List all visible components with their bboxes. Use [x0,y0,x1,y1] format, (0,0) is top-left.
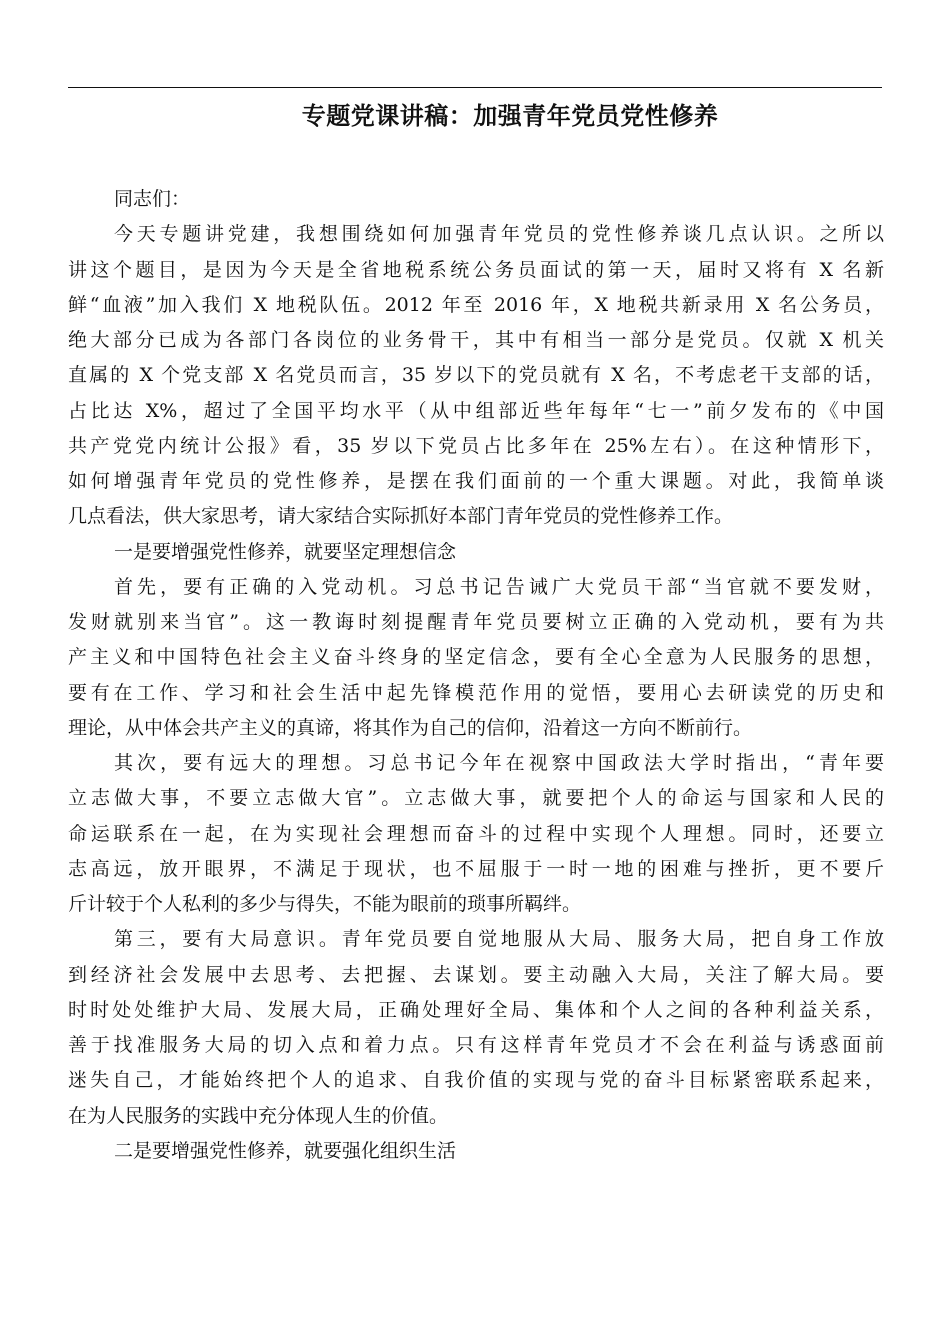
text-line: 绝大部分已成为各部门各岗位的业务骨干，其中有相当一部分是党员。仅就 X 机关 [68,329,884,351]
text-line: 如何增强青年党员的党性修养，是摆在我们面前的一个重大课题。对此，我简单谈 [68,470,884,492]
text-line: 几点看法，供大家思考，请大家结合实际抓好本部门青年党员的党性修养工作。 [68,505,734,528]
text-line: 到经济社会发展中去思考、去把握、去谋划。要主动融入大局，关注了解大局。要 [68,963,884,986]
text-line: 二是要增强党性修养，就要强化组织生活 [114,1139,457,1162]
header-rule [68,87,882,88]
text-line: 迷失自己，才能始终把个人的追求、自我价值的实现与党的奋斗目标紧密联系起来， [68,1069,884,1092]
text-line: 在为人民服务的实践中充分体现人生的价值。 [68,1104,449,1127]
text-line: 今天专题讲党建，我想围绕如何加强青年党员的党性修养谈几点认识。之所以 [114,223,884,246]
document-body [68,182,884,1169]
text-line: 一是要增强党性修养，就要坚定理想信念 [114,540,457,563]
text-line: 其次，要有远大的理想。习总书记今年在视察中国政法大学时指出，“青年要 [114,752,884,774]
text-line: 善于找准服务大局的切入点和着力点。只有这样青年党员才不会在利益与诱惑面前 [68,1034,884,1056]
text-line: 鲜“血液”加入我们 X 地税队伍。2012 年至 2016 年，X 地税共新录用 X 名公务员， [68,293,884,316]
text-line: 志高远，放开眼界，不满足于现状，也不屈服于一时一地的困难与挫折，更不要斤 [68,857,884,880]
text-line: 立志做大事，不要立志做大官”。立志做大事，就要把个人的命运与国家和人民的 [68,787,884,810]
text-line: 直属的 X 个党支部 X 名党员而言，35 岁以下的党员就有 X 名，不考虑老干支部的话， [68,364,884,387]
text-line: 斤计较于个人私利的多少与得失，不能为眼前的琐事所羁绊。 [68,893,582,915]
document-title: 专题党课讲稿：加强青年党员党性修养 [301,102,719,130]
text-line: 发财就别来当官”。这一教诲时刻提醒青年党员要树立正确的入党动机，要有为共 [68,611,884,633]
text-line: 理论，从中体会共产主义的真谛，将其作为自己的信仰，沿着这一方向不断前行。 [68,716,753,739]
text-line: 讲这个题目，是因为今天是全省地税系统公务员面试的第一天，届时又将有 X 名新 [68,258,884,281]
text-line: 产主义和中国特色社会主义奋斗终身的坚定信念，要有全心全意为人民服务的思想， [68,646,884,669]
text-line: 时时处处维护大局、发展大局，正确处理好全局、集体和个人之间的各种利益关系， [68,998,884,1021]
text-line: 同志们： [114,188,191,210]
text-line: 共产党党内统计公报》看，35 岁以下党员占比多年在 25%左右）。在这种情形下， [68,434,884,457]
text-line: 首先，要有正确的入党动机。习总书记告诫广大党员干部“当官就不要发财， [114,575,884,598]
text-line: 命运联系在一起，在为实现社会理想而奋斗的过程中实现个人理想。同时，还要立 [68,822,884,845]
text-line: 要有在工作、学习和社会生活中起先锋模范作用的觉悟，要用心去研读党的历史和 [68,681,884,704]
text-line: 占比达 X%，超过了全国平均水平（从中组部近些年每年“七一”前夕发布的《中国 [68,399,884,422]
text-line: 第三，要有大局意识。青年党员要自觉地服从大局、服务大局，把自身工作放 [114,928,884,951]
